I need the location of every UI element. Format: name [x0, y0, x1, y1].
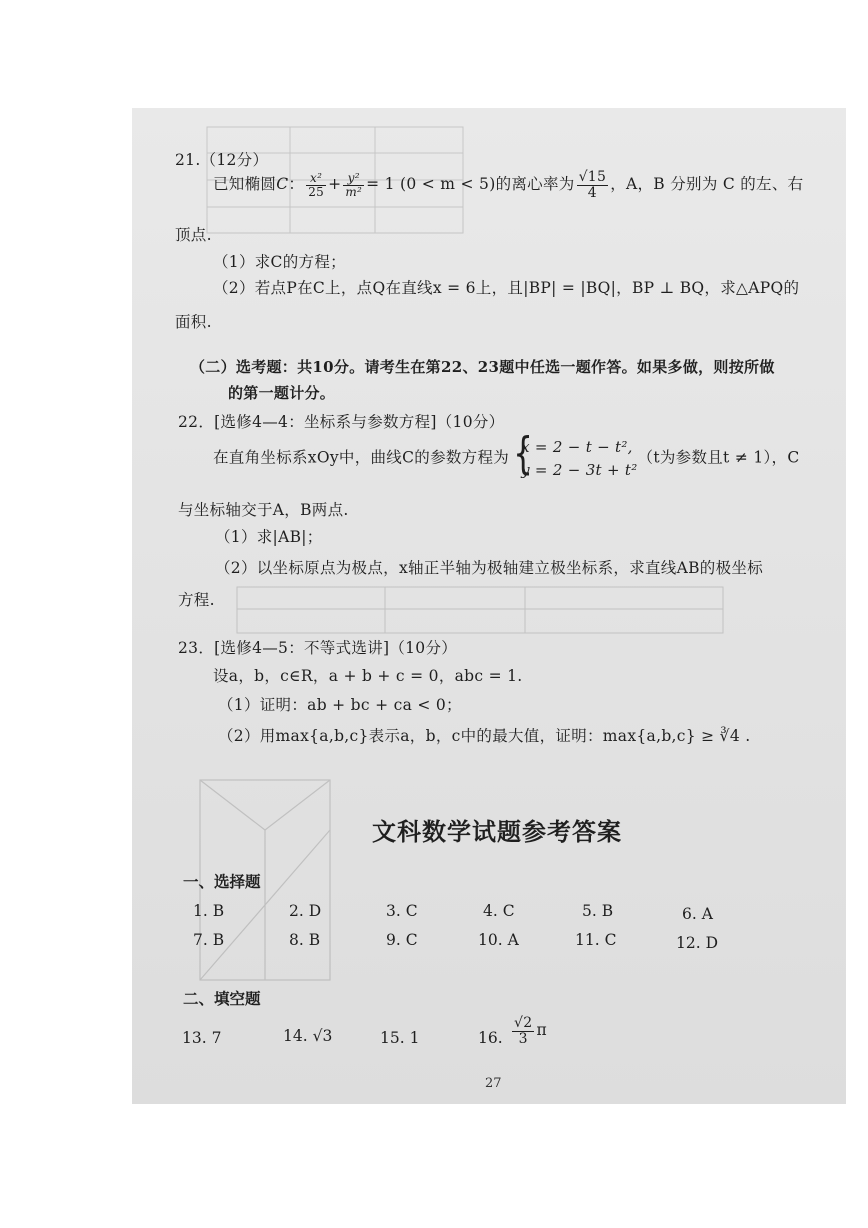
fill-16-num: √2: [514, 1015, 533, 1031]
choice-answer: 12. D: [676, 934, 719, 952]
page-number: 27: [485, 1076, 502, 1091]
choice-answer: 3. C: [386, 902, 418, 920]
q22-part2b: 方程.: [178, 591, 215, 609]
q22-l1-pre: 在直角坐标系xOy中，曲线C的参数方程为: [213, 448, 510, 467]
q21-frac-e: [577, 170, 609, 200]
q23-heading: 23．[选修4—5：不等式选讲]（10分）: [178, 639, 458, 657]
choice-answer: 6. A: [682, 905, 713, 923]
q21-l1-tail: ，A，B 分别为 C 的左、右: [610, 175, 804, 194]
q21-frac-x: [306, 172, 326, 198]
q21-frac-y-num: y²: [343, 172, 364, 186]
choice-answer: 2. D: [289, 902, 322, 920]
q21-heading: 21.（12分）: [175, 151, 269, 169]
q22-eq2: y = 2 − 3t + t²: [521, 460, 638, 479]
q21-line2: 顶点.: [175, 226, 212, 244]
q22-part2: （2）以坐标原点为极点，x轴正半轴为极轴建立极坐标系，求直线AB的极坐标: [215, 559, 763, 577]
q22-brace: {: [513, 428, 534, 479]
q22-part1: （1）求|AB|；: [215, 528, 323, 546]
choice-answer: 10. A: [478, 931, 519, 949]
choice-answer: 8. B: [289, 931, 321, 949]
bleed-through-table-2: [235, 585, 725, 635]
fill-answer: 14. √3: [283, 1027, 333, 1045]
fill-16-pi: π: [536, 1021, 547, 1040]
section-fill-in: 二、填空题: [183, 989, 261, 1008]
q22-line2: 与坐标轴交于A，B两点.: [178, 501, 349, 519]
q21-l1-pre: 已知椭圆: [213, 175, 277, 194]
section-multiple-choice: 一、选择题: [183, 872, 261, 891]
q21-plus: +: [328, 175, 342, 194]
fill-answer: 13. 7: [182, 1029, 222, 1047]
q21-part2b: 面积.: [175, 313, 212, 331]
q21-part1: （1）求C的方程；: [213, 253, 346, 271]
choice-answer: 7. B: [193, 931, 225, 949]
q21-line1: [213, 170, 803, 200]
q21-frac-y: [343, 172, 364, 198]
q21-l1-mid: 的离心率为: [495, 175, 575, 194]
q23-part1: （1）证明：ab + bc + ca < 0；: [218, 696, 462, 714]
choice-answer: 5. B: [582, 902, 614, 920]
q21-l1-c: C: [276, 175, 289, 194]
q22-line1: [213, 428, 800, 481]
fill-answer-16-value: [510, 1016, 547, 1046]
q22-l1-tail: （t为参数且t ≠ 1），C: [637, 448, 800, 467]
choice-answer: 1. B: [193, 902, 225, 920]
q23-line1: 设a，b，c∈R，a + b + c = 0，abc = 1.: [213, 667, 523, 685]
elective-line2: 的第一题计分。: [228, 384, 336, 402]
q22-eq1: x = 2 − t − t²,: [521, 438, 633, 456]
choice-answer: 9. C: [386, 931, 418, 949]
q21-frac-y-den: m²: [345, 184, 363, 199]
fill-answer: 16.: [478, 1029, 503, 1047]
q21-frac-e-num: √15: [578, 169, 607, 185]
q21-eq-cond: = 1 (0 < m < 5): [366, 175, 496, 194]
q23-part2: （2）用max{a,b,c}表示a，b，c中的最大值，证明：max{a,b,c} ≥ ∛4 .: [218, 727, 751, 745]
q22-param-system: [509, 428, 638, 481]
q21-frac-x-num: x²: [306, 172, 326, 186]
fill-16-den: 3: [518, 1030, 528, 1047]
choice-answer: 11. C: [575, 931, 617, 949]
elective-line1: （二）选考题：共10分。请考生在第22、23题中任选一题作答。如果多做，则按所做: [190, 358, 775, 376]
q21-part2: （2）若点P在C上，点Q在直线x = 6上，且|BP| = |BQ|，BP ⊥ BQ，求△APQ的: [213, 279, 800, 297]
fill-answer: 15. 1: [380, 1029, 420, 1047]
q21-frac-e-den: 4: [587, 184, 597, 201]
q21-l1-colon: ：: [288, 175, 305, 194]
fill-16-frac: [512, 1016, 534, 1046]
answer-key-title: 文科数学试题参考答案: [372, 817, 622, 846]
q22-heading: 22．[选修4—4：坐标系与参数方程]（10分）: [178, 413, 505, 431]
q21-frac-x-den: 25: [308, 184, 325, 199]
choice-answer: 4. C: [483, 902, 515, 920]
